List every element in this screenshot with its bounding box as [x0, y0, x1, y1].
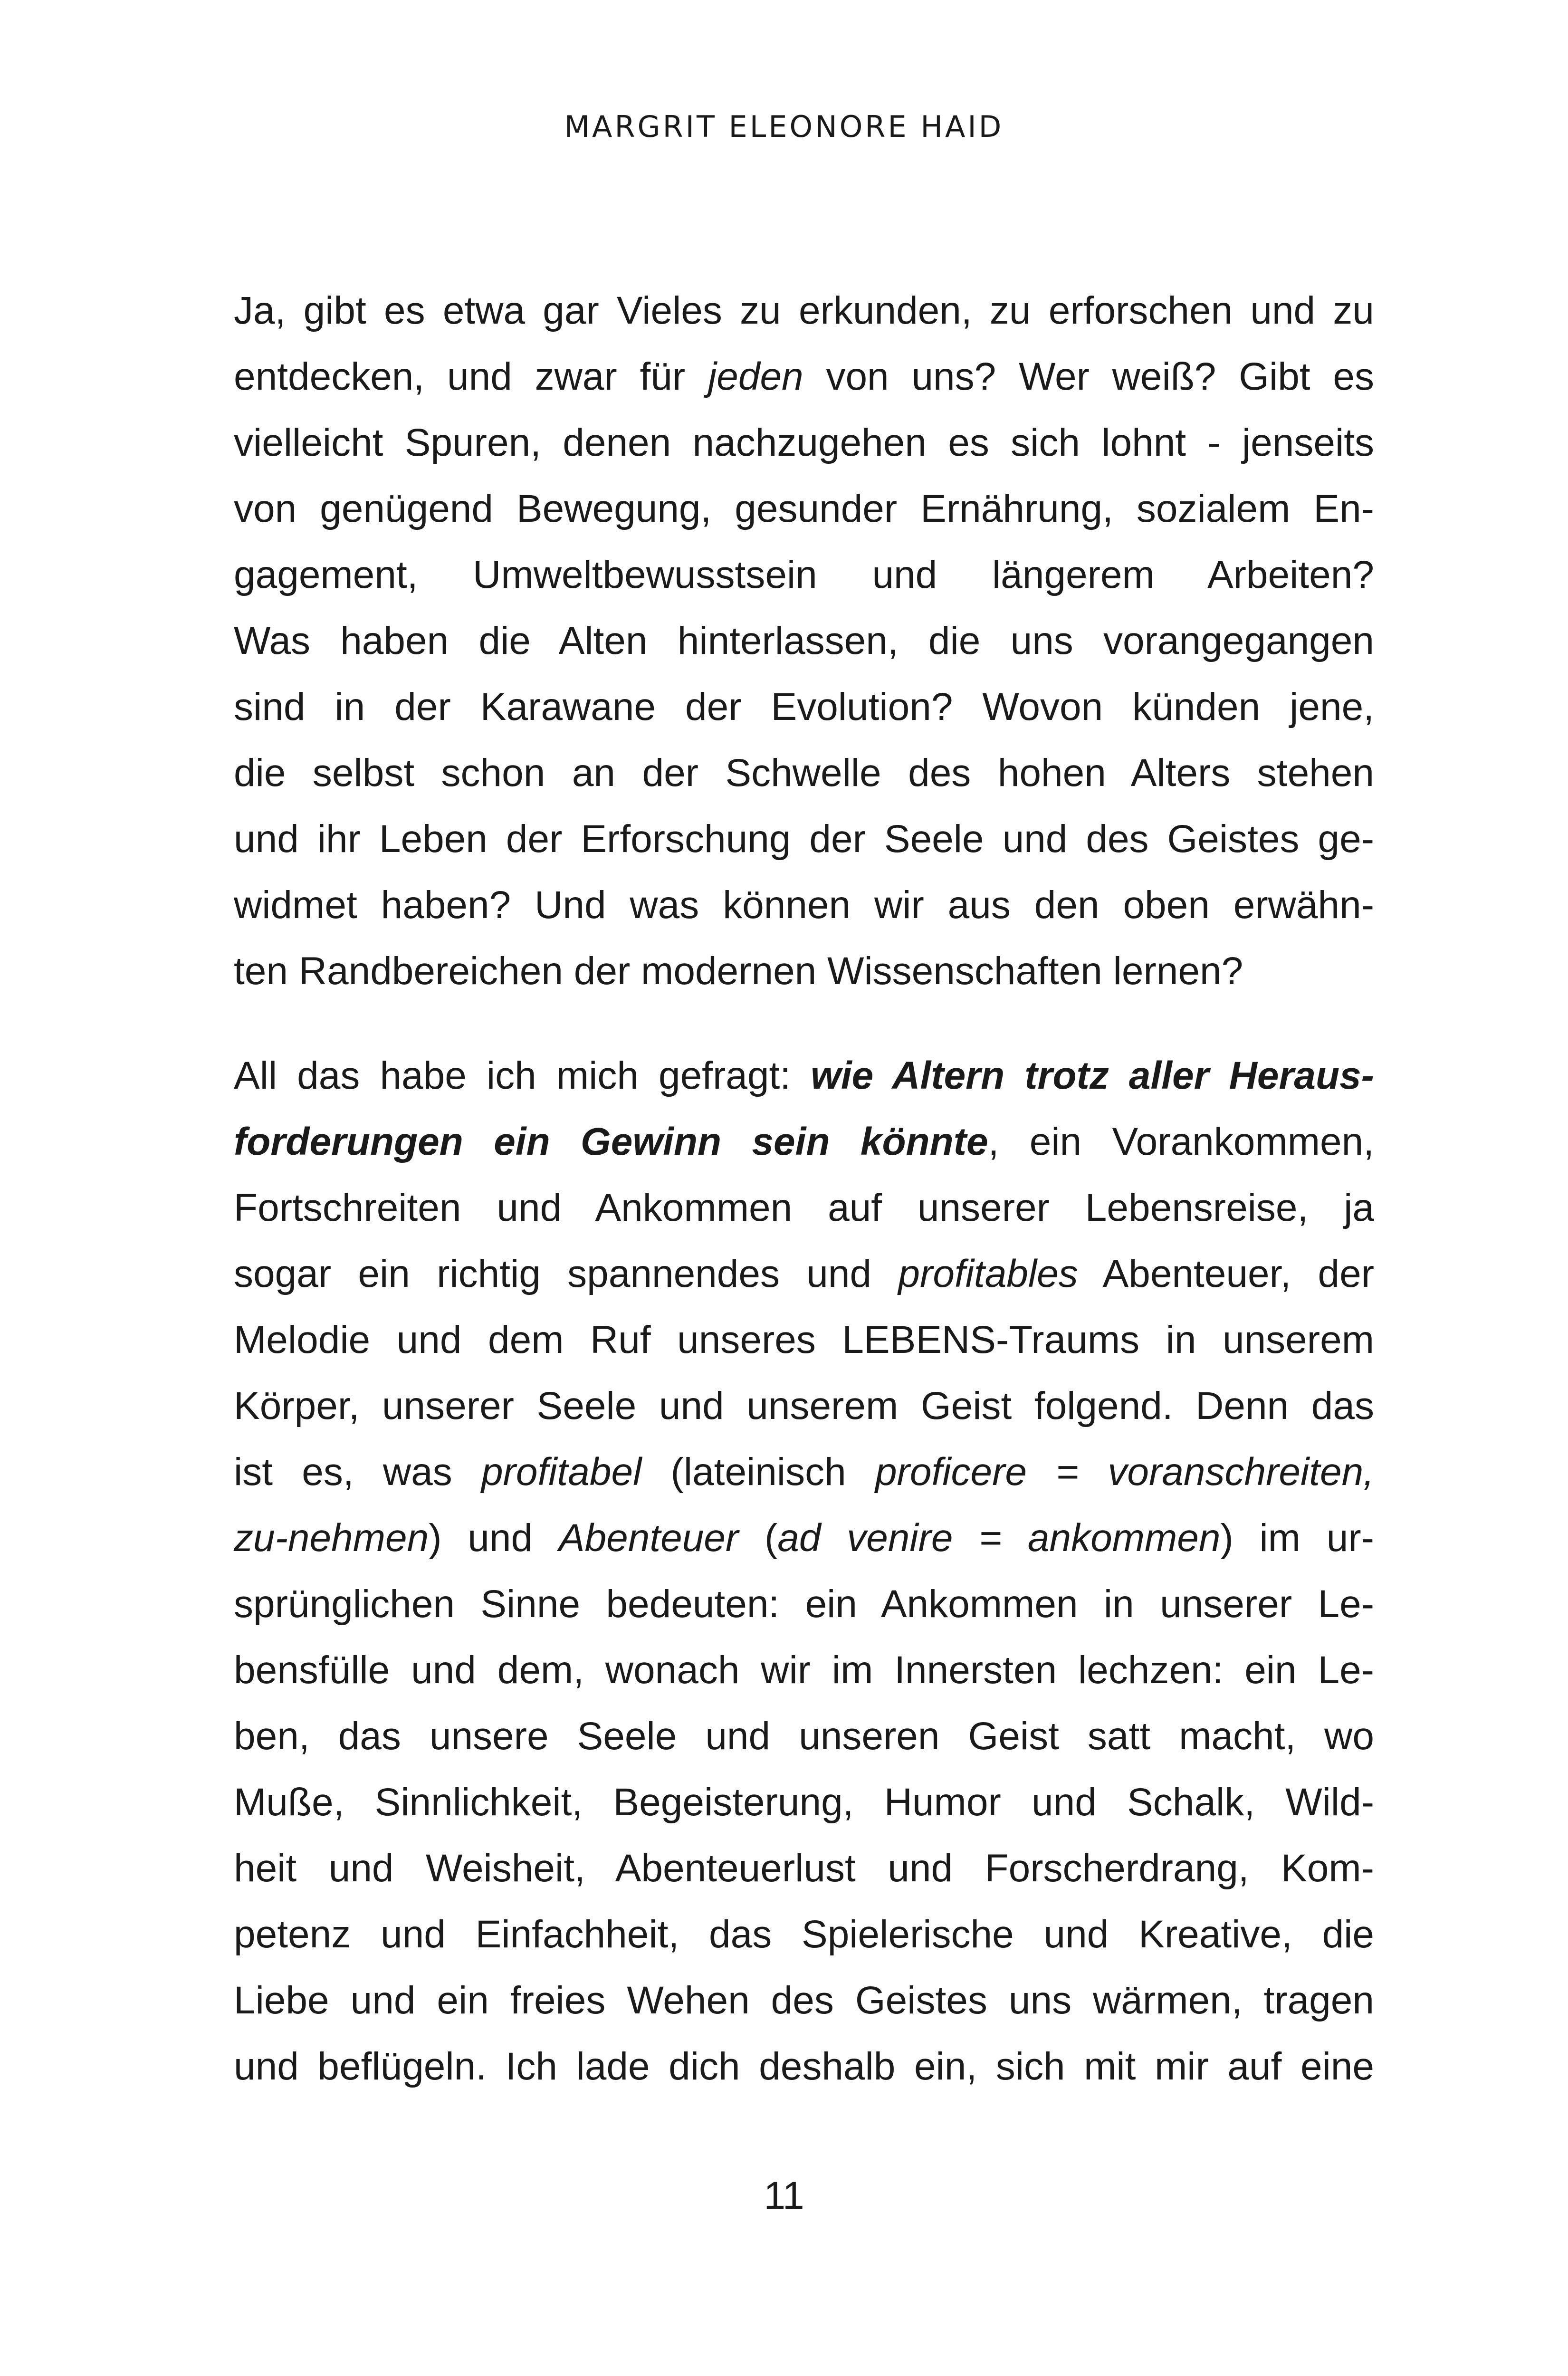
text-line: und beflügeln. Ich lade dich deshalb ein, sich mit mir auf eine [234, 2045, 1374, 2088]
text-line: und ihr Leben der Erforschung der Seele und des Geistes ge- [234, 817, 1374, 861]
emphasis-text: jeden [708, 355, 803, 398]
text-run: entdecken, und zwar für [234, 355, 708, 398]
text-run: All das habe ich mich gefragt: [234, 1054, 811, 1097]
text-line [234, 344, 1374, 410]
text-line: Körper, unserer Seele und unserem Geist folgend. Denn das [234, 1384, 1374, 1428]
text-line: widmet haben? Und was können wir aus den oben erwähn- [234, 883, 1374, 927]
text-line [234, 1505, 1374, 1571]
text-line: die selbst schon an der Schwelle des hohen Alters stehen [234, 751, 1374, 795]
text-line: heit und Weisheit, Abenteuerlust und Forscherdrang, Kom- [234, 1847, 1374, 1890]
text-line: sprünglichen Sinne bedeuten: ein Ankommen in unserer Le- [234, 1582, 1374, 1626]
paragraph-1 [234, 278, 1374, 1004]
text-line: von genügend Bewegung, gesunder Ernährung, sozialem En- [234, 487, 1374, 530]
emphasis-text: profitables [898, 1252, 1078, 1295]
text-line [234, 1241, 1374, 1307]
text-line: Was haben die Alten hinterlassen, die uns vorangegangen [234, 619, 1374, 662]
text-line: Melodie und dem Ruf unseres LEBENS-Traums in unserem [234, 1318, 1374, 1361]
emphasis-text: proficere = voranschreiten, [875, 1450, 1374, 1494]
text-run: von uns? Wer weiß? Gibt es [803, 355, 1374, 398]
text-run: Abenteuer, der [1078, 1252, 1374, 1295]
text-line: ten Randbereichen der modernen Wissenschaften lernen? [234, 949, 1243, 993]
text-line [234, 1109, 1374, 1175]
emphasis-text: Abenteuer [558, 1516, 739, 1560]
text-line [234, 1043, 1374, 1109]
text-line: petenz und Einfachheit, das Spielerische und Kreative, die [234, 1913, 1374, 1956]
text-line: Muße, Sinnlichkeit, Begeisterung, Humor und Schalk, Wild- [234, 1781, 1374, 1824]
text-line: ben, das unsere Seele und unseren Geist satt macht, wo [234, 1715, 1374, 1758]
text-line: gagement, Umweltbewusstsein und längerem Arbeiten? [234, 553, 1374, 596]
text-run: sogar ein richtig spannendes und [234, 1252, 899, 1295]
bold-emphasis-text: wie Altern trotz aller Heraus- [811, 1054, 1374, 1097]
running-head: MARGRIT ELEONORE HAID [564, 109, 1004, 144]
text-run: ) im ur- [1220, 1516, 1374, 1560]
text-line: Liebe und ein freies Wehen des Geistes uns wärmen, tragen [234, 1979, 1374, 2022]
text-run: ( [738, 1516, 778, 1560]
emphasis-text: ad venire = ankommen [777, 1516, 1221, 1560]
text-line: Fortschreiten und Ankommen auf unserer Lebensreise, ja [234, 1186, 1374, 1229]
text-run: ist es, was [234, 1450, 481, 1494]
paragraph-2 [234, 1043, 1374, 2099]
emphasis-text: profitabel [481, 1450, 642, 1494]
text-run: (lateinisch [641, 1450, 875, 1494]
page-number: 11 [764, 2174, 804, 2217]
bold-emphasis-text: forderungen ein Gewinn sein könnte [234, 1120, 988, 1163]
text-line [234, 1439, 1374, 1505]
text-line: sind in der Karawane der Evolution? Wovon künden jene, [234, 685, 1374, 728]
text-line: Ja, gibt es etwa gar Vieles zu erkunden, zu erforschen und zu [234, 289, 1374, 332]
text-line: bensfülle und dem, wonach wir im Innersten lechzen: ein Le- [234, 1648, 1374, 1692]
emphasis-text: zu-nehmen [234, 1516, 429, 1560]
text-run: ) und [429, 1516, 559, 1560]
text-run: , ein Vorankommen, [988, 1120, 1374, 1163]
text-line: vielleicht Spuren, denen nachzugehen es sich lohnt - jenseits [234, 421, 1374, 464]
